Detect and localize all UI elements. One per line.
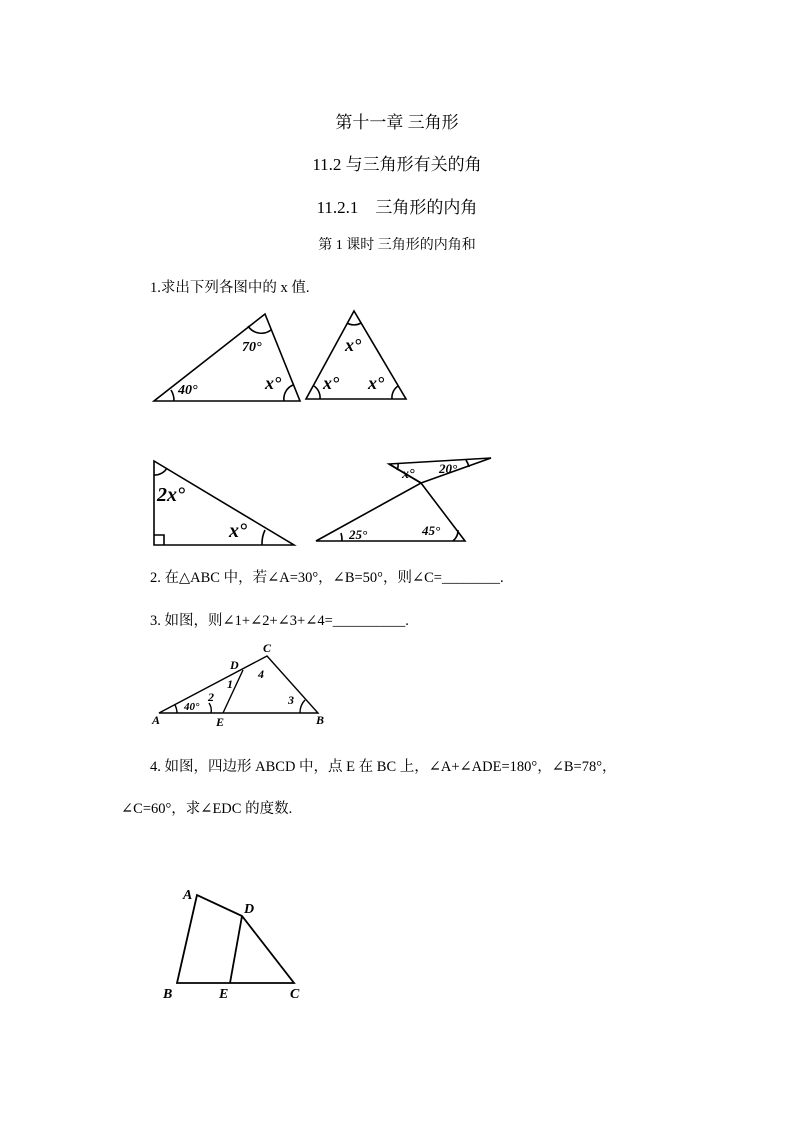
fig4-angle-45: 45° (422, 523, 441, 538)
subsection-title: 11.2.1 三角形的内角 (316, 198, 478, 217)
fig5-angle-1: 1 (227, 677, 233, 691)
question-4-line-2: ∠C=60°，求∠EDC 的度数. (121, 801, 293, 817)
fig4-angle-20: 20° (439, 461, 458, 476)
fig6-label-E: E (219, 987, 229, 1002)
fig1-angle-70: 70° (242, 340, 262, 355)
fig5-angle-2: 2 (208, 690, 214, 704)
fig3-angle-x: x° (229, 520, 247, 542)
chapter-title: 第十一章 三角形 (335, 113, 459, 132)
fig5-label-C: C (263, 641, 272, 655)
figure-2 (306, 311, 406, 399)
fig1-angle-x: x° (265, 373, 282, 393)
fig6-label-C: C (290, 987, 300, 1002)
section-title: 11.2 与三角形有关的角 (312, 155, 482, 174)
question-1: 1.求出下列各图中的 x 值. (150, 280, 310, 296)
question-3: 3. 如图，则∠1+∠2+∠3+∠4=__________. (150, 613, 409, 629)
fig5-label-E: E (216, 715, 225, 729)
fig4-angle-25: 25° (349, 527, 368, 542)
fig2-angle-left: x° (323, 373, 340, 393)
fig6-label-A: A (183, 888, 193, 903)
fig5-angle-40: 40° (184, 701, 200, 713)
fig1-angle-40: 40° (178, 383, 198, 398)
fig5-label-D: D (230, 658, 239, 672)
fig6-label-B: B (163, 987, 173, 1002)
figure-6 (177, 895, 294, 983)
fig3-angle-2x: 2x° (157, 484, 185, 506)
fig5-label-B: B (316, 713, 325, 727)
fig5-angle-4: 4 (258, 667, 264, 681)
fig4-angle-x: x° (402, 467, 415, 482)
fig2-angle-top: x° (345, 335, 362, 355)
fig6-label-D: D (244, 902, 255, 917)
fig5-angle-3: 3 (288, 693, 294, 707)
question-2: 2. 在△ABC 中，若∠A=30°，∠B=50°，则∠C=________. (150, 570, 504, 586)
fig5-label-A: A (152, 713, 161, 727)
fig2-angle-right: x° (368, 373, 385, 393)
lesson-title: 第 1 课时 三角形的内角和 (318, 238, 476, 253)
question-4-line-1: 4. 如图，四边形 ABCD 中，点 E 在 BC 上，∠A+∠ADE=180°，∠B=78°， (150, 759, 617, 775)
